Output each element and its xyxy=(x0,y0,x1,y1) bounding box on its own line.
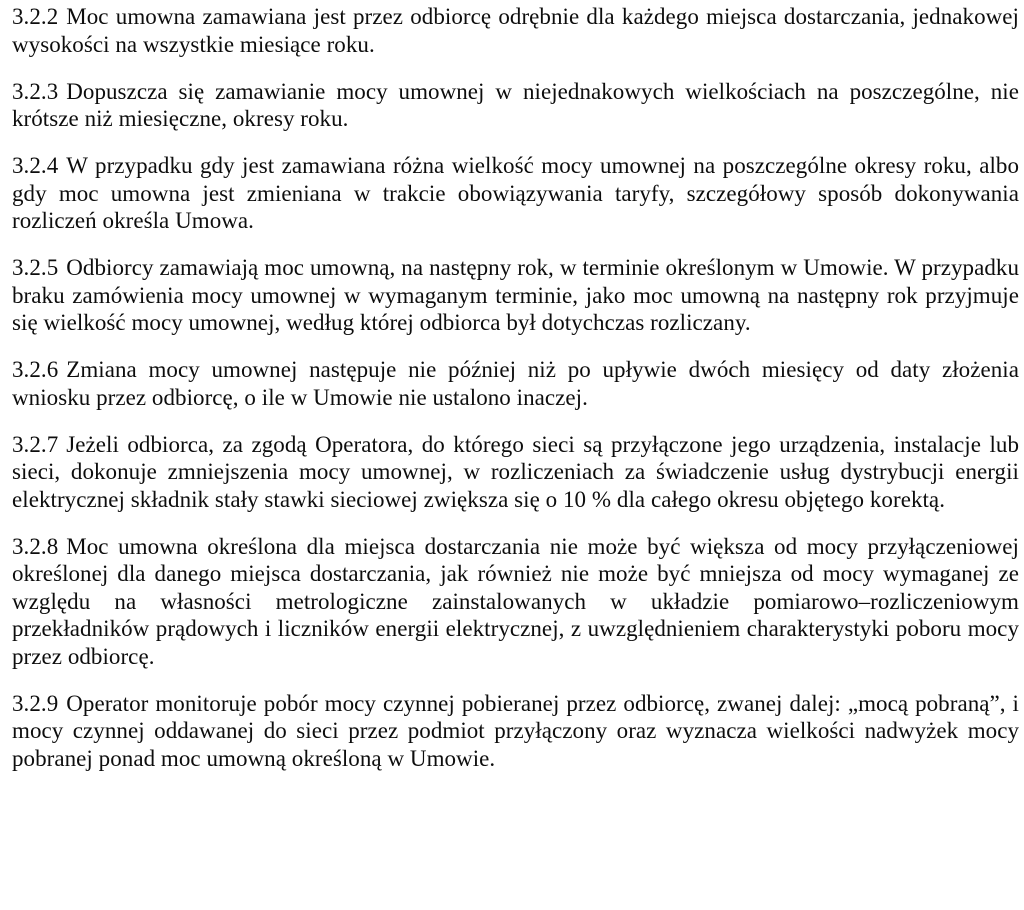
paragraph-text: Dopuszcza się zamawianie mocy umownej w niejednakowych wielkościach na poszczególne, nie krótsze niż miesięczne, okresy roku. xyxy=(12,78,1019,131)
paragraph-number: 3.2.3 xyxy=(12,78,59,104)
paragraph-text: Odbiorcy zamawiają moc umowną, na następny rok, w terminie określonym w Umowie. W przypadku braku zamówienia mocy umownej w wymaganym terminie, jako moc umowną na następny rok przyjmuje się wielkość mocy umownej, według której odbiorca był dotychczas rozliczany. xyxy=(12,255,1019,335)
paragraph-text: W przypadku gdy jest zamawiana różna wielkość mocy umownej na poszczególne okresy roku, albo gdy moc umowna jest zmieniana w trakcie obowiązywania taryfy, szczegółowy sposób dokonywania rozliczeń określa Umowa. xyxy=(12,153,1019,233)
paragraph-number: 3.2.2 xyxy=(12,4,59,29)
paragraph-number: 3.2.8 xyxy=(12,533,59,559)
paragraph-text: Jeżeli odbiorca, za zgodą Operatora, do którego sieci są przyłączone jego urządzenia, instalacje lub sieci, dokonuje zmniejszenia mocy umownej, w rozliczeniach za świadczenie usług dystrybucji energii elektrycznej składnik stały stawki sieciowej zwiększa się o 10 % dla całego okresu objętego korektą. xyxy=(12,431,1019,512)
paragraph-number: 3.2.5 xyxy=(12,255,59,280)
paragraph-text: Moc umowna określona dla miejsca dostarczania nie może być większa od mocy przyłączeniowej określonej dla danego miejsca dostarczania, jak również nie może być mniejsza od mocy wymaganej ze względu na własności metrologiczne zainstalowanych w układzie pomiarowo–rozliczeniowym przekładników prądowych i liczników energii elektrycznej, z uwzględnieniem charakterystyki poboru mocy przez odbiorcę. xyxy=(12,533,1019,669)
paragraph-3-2-6 xyxy=(12,356,1019,411)
paragraph-number: 3.2.4 xyxy=(12,153,59,178)
paragraph-3-2-7 xyxy=(12,431,1019,514)
paragraph-text: Zmiana mocy umownej następuje nie później niż po upływie dwóch miesięcy od daty złożenia wniosku przez odbiorcę, o ile w Umowie nie ustalono inaczej. xyxy=(12,357,1019,410)
paragraph-3-2-8 xyxy=(12,533,1019,671)
paragraph-3-2-9 xyxy=(12,690,1019,773)
paragraph-3-2-3 xyxy=(12,78,1019,133)
paragraph-text: Moc umowna zamawiana jest przez odbiorcę odrębnie dla każdego miejsca dostarczania, jednakowej wysokości na wszystkie miesiące roku. xyxy=(12,4,1019,57)
paragraph-number: 3.2.7 xyxy=(12,431,59,457)
paragraph-3-2-5 xyxy=(12,254,1019,337)
paragraph-3-2-4 xyxy=(12,152,1019,235)
paragraph-3-2-2 xyxy=(12,3,1019,58)
paragraph-number: 3.2.9 xyxy=(12,690,59,716)
paragraph-number: 3.2.6 xyxy=(12,357,59,382)
document-page xyxy=(12,0,1019,792)
paragraph-text: Operator monitoruje pobór mocy czynnej pobieranej przez odbiorcę, zwanej dalej: „mocą pobraną”, i mocy czynnej oddawanej do sieci przez podmiot przyłączony oraz wyznacza wielkości nadwyżek mocy pobranej ponad moc umowną określoną w Umowie. xyxy=(12,690,1019,771)
